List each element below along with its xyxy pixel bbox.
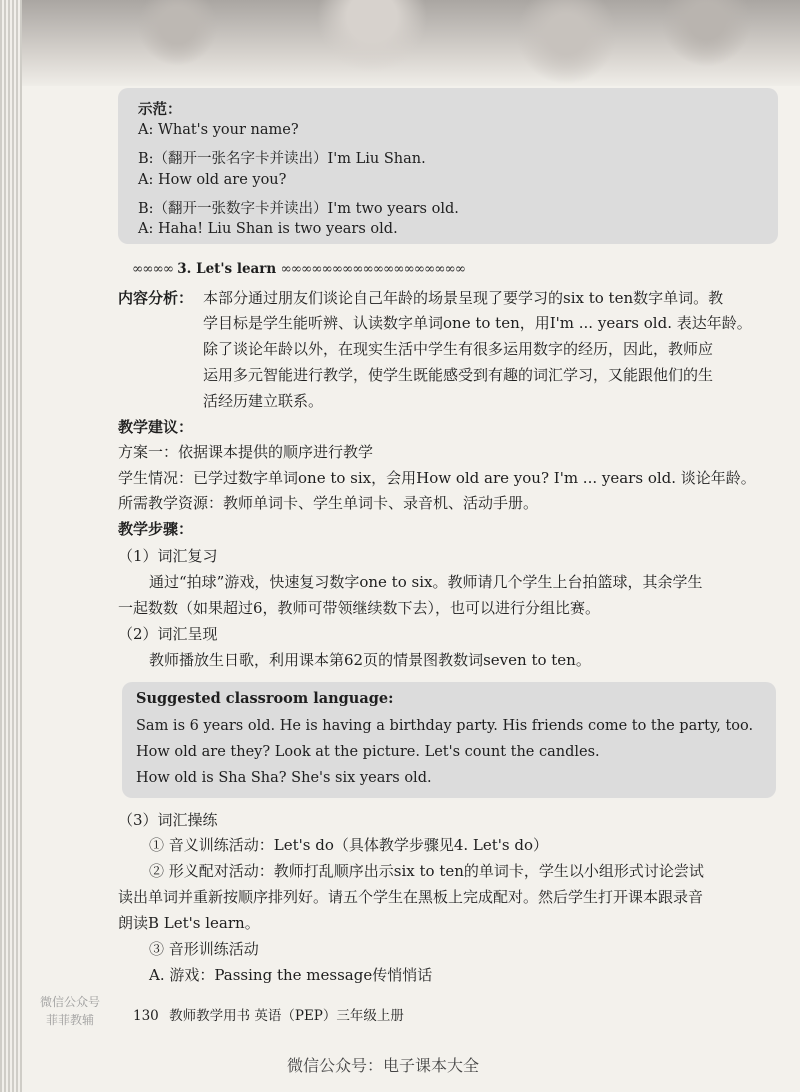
analysis-line: 学目标是学生能听辨、认读数字单词one to ten，用I'm ... years old. 表达年龄。	[203, 314, 752, 332]
page-stack-edge	[0, 0, 24, 1092]
step-text-line: 一起数数（如果超过6，教师可带领继续数下去），也可以进行分组比赛。	[118, 599, 601, 617]
analysis-label: 内容分析：	[118, 289, 194, 307]
resources-line: 所需教学资源：教师单词卡、学生单词卡、录音机、活动手册。	[118, 494, 539, 512]
wave-ornament: ∞∞∞∞∞∞∞∞∞∞∞∞∞∞∞∞∞∞	[280, 261, 465, 277]
step-title: （3）词汇操练	[118, 811, 218, 829]
practice-item: A. 游戏：Passing the message传悄悄话	[149, 966, 433, 984]
step-text-line: 通过“拍球”游戏，快速复习数字one to six。教师请几个学生上台拍篮球，其余学生	[149, 573, 703, 591]
practice-item: 读出单词并重新按顺序排列好。请五个学生在黑板上完成配对。然后学生打开课本跟录音	[118, 888, 704, 906]
book-page	[22, 0, 800, 1092]
page-footer	[133, 1004, 404, 1024]
classroom-language-box	[122, 682, 776, 798]
header-floral-banner	[22, 0, 800, 86]
example-line: B:（翻开一张数字卡并读出）I'm two years old.	[138, 201, 459, 217]
classroom-language-heading: Suggested classroom language:	[136, 690, 394, 707]
analysis-line: 本部分通过朋友们谈论自己年龄的场景呈现了要学习的six to ten数字单词。教	[203, 289, 724, 307]
section-title-row	[132, 261, 465, 277]
step-title: （1）词汇复习	[118, 547, 218, 565]
example-line: A: Haha! Liu Shan is two years old.	[138, 221, 398, 237]
step-title: （2）词汇呈现	[118, 625, 218, 643]
analysis-line: 除了谈论年龄以外，在现实生活中学生有很多运用数字的经历，因此，教师应	[203, 340, 714, 358]
classroom-language-line: How old is Sha Sha? She's six years old.	[136, 770, 432, 786]
book-info: 教师教学用书 英语（PEP）三年级上册	[169, 1008, 404, 1024]
bottom-signature: 微信公众号：电子课本大全	[287, 1056, 480, 1075]
example-line: A: How old are you?	[138, 172, 287, 188]
classroom-language-line: How old are they? Look at the picture. Let's count the candles.	[136, 744, 600, 760]
analysis-line: 运用多元智能进行教学，使学生既能感受到有趣的词汇学习，又能跟他们的生	[203, 366, 714, 384]
example-line: A: What's your name?	[138, 122, 299, 138]
example-dialogue-box	[118, 88, 778, 244]
analysis-line: 活经历建立联系。	[203, 392, 324, 410]
section-title: 3. Let's learn	[177, 261, 277, 277]
practice-item: 朗读B Let's learn。	[118, 914, 260, 932]
step-text-line: 教师播放生日歌，利用课本第62页的情景图教数词seven to ten。	[149, 651, 591, 669]
example-label: 示范：	[138, 101, 182, 118]
example-line: B:（翻开一张名字卡并读出）I'm Liu Shan.	[138, 151, 426, 167]
practice-item: ② 形义配对活动：教师打乱顺序出示six to ten的单词卡，学生以小组形式讨论尝试	[149, 862, 704, 880]
wave-ornament: ∞∞∞∞	[132, 261, 173, 277]
suggestion-heading: 教学建议：	[118, 418, 194, 436]
steps-heading: 教学步骤：	[118, 520, 194, 538]
watermark-stamp	[30, 993, 110, 1029]
watermark-line: 微信公众号	[39, 995, 100, 1009]
practice-item: ① 音义训练活动：Let's do（具体教学步骤见4. Let's do）	[149, 836, 549, 854]
watermark-line: 菲菲教辅	[45, 1013, 94, 1027]
page-number: 130	[133, 1008, 159, 1024]
plan-line: 方案一：依据课本提供的顺序进行教学	[118, 443, 374, 461]
classroom-language-line: Sam is 6 years old. He is having a birthday party. His friends come to the party, too.	[136, 718, 754, 734]
practice-item: ③ 音形训练活动	[149, 940, 259, 958]
student-situation-line: 学生情况：已学过数字单词one to six，会用How old are you? I'm ... years old. 谈论年龄。	[118, 469, 756, 487]
